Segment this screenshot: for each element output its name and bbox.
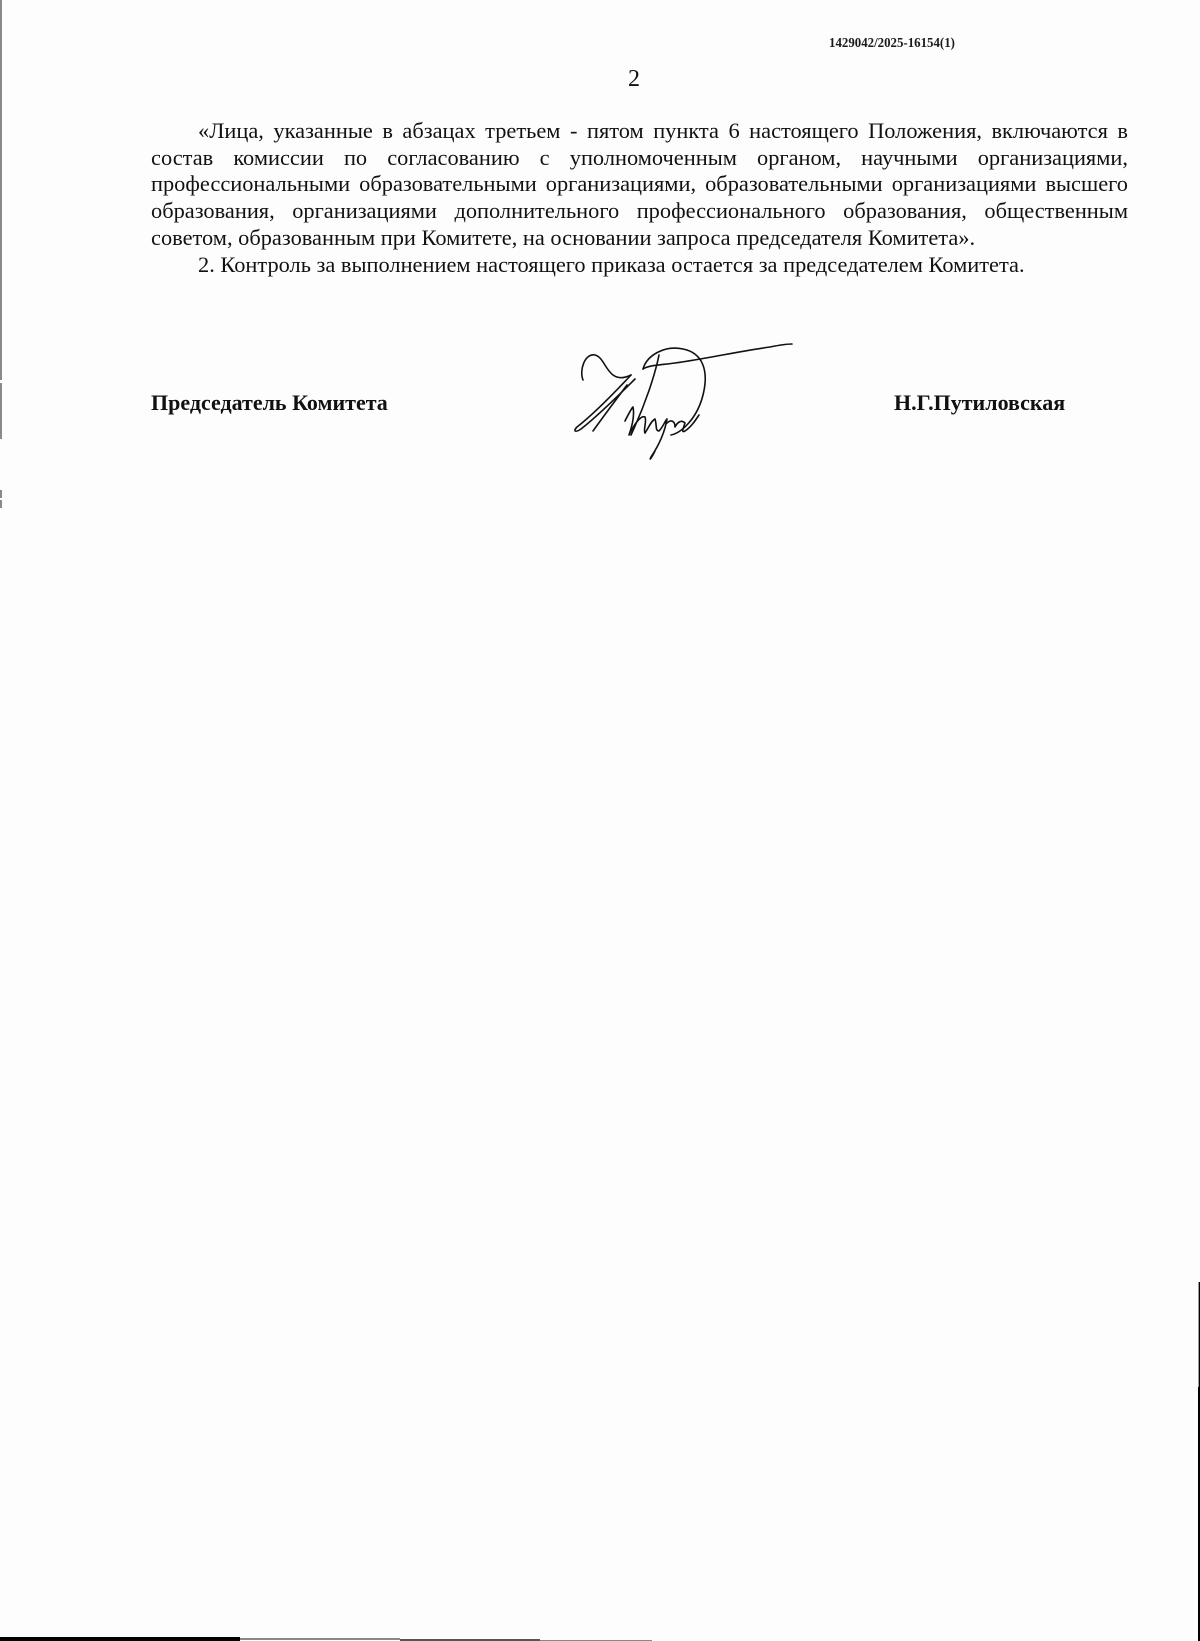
signer-name: Н.Г.Путиловская bbox=[894, 390, 1066, 415]
signer-position-title: Председатель Комитета bbox=[151, 390, 388, 415]
scan-edge-bottom bbox=[0, 1637, 240, 1641]
scan-edge-left-lower bbox=[0, 383, 2, 439]
scan-mark bbox=[0, 500, 2, 508]
scan-edge-right-light bbox=[1198, 1282, 1199, 1387]
scan-edge-bottom-segment bbox=[240, 1638, 400, 1640]
scan-edge-left bbox=[0, 0, 2, 380]
scan-mark bbox=[0, 490, 2, 498]
paragraph-quoted-amendment: «Лица, указанные в абзацах третьем - пятом пункта 6 настоящего Положения, включаются в состав комиссии по согласованию с уполномоченным органом, научными организациями, профессиональными образовательными организациями, образовательными организациями высшего образования, организациями дополнительного профессионального образования, общественным советом, образованным при Комитете, на основании запроса председателя Комитета». bbox=[151, 118, 1128, 250]
document-registration-number: 1429042/2025-16154(1) bbox=[829, 36, 955, 51]
page-number: 2 bbox=[628, 66, 640, 92]
handwritten-signature-icon bbox=[565, 335, 795, 460]
paragraph-control-clause: 2. Контроль за выполнением настоящего приказа остается за председателем Комитета. bbox=[198, 251, 1025, 277]
document-body bbox=[151, 118, 1128, 278]
